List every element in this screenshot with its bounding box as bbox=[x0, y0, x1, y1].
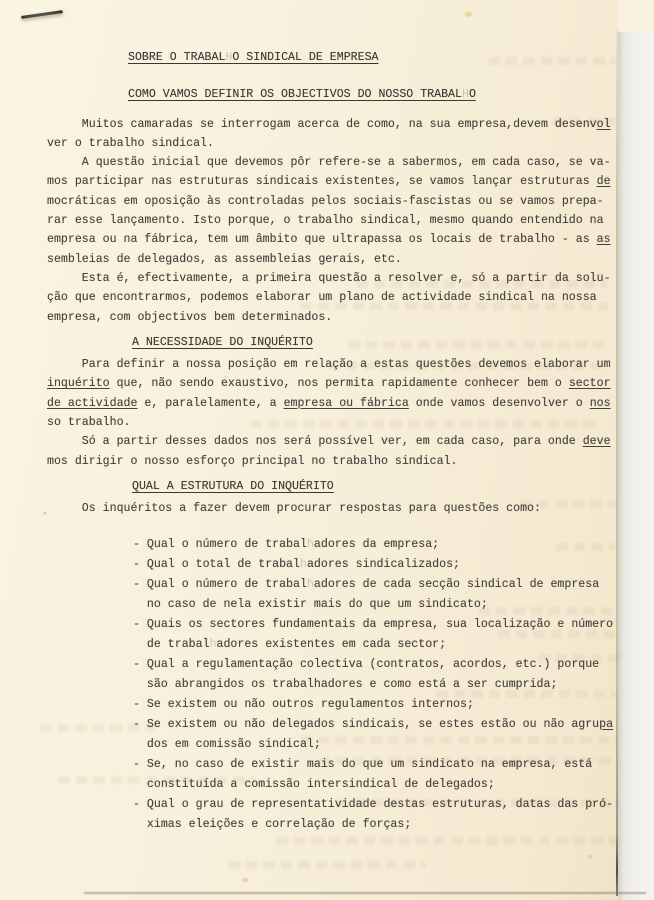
text-line: de actividade e, paralelamente, a empresa ou fábrica onde vamos desenvolver o nos bbox=[47, 396, 611, 410]
text-line: empresa ou na fábrica, tem um âmbito que ultrapassa os locais de trabalho - as as bbox=[47, 233, 611, 247]
text-line: - Qual o grau de representatividade destas estruturas, datas das pró- bbox=[133, 797, 614, 811]
text-line: - Se existem ou não delegados sindicais, se estes estão ou não agrupa bbox=[133, 717, 614, 731]
bleedthrough-ghost-line bbox=[276, 837, 618, 845]
text-line: ção que encontrarmos, podemos elaborar um plano de actividade sindical na nossa bbox=[47, 291, 597, 305]
document-title bbox=[128, 48, 622, 67]
underlined-fragment: sector bbox=[568, 377, 611, 391]
document-content bbox=[47, 48, 622, 835]
text-line: - Qual o número de trabalhadores da empresa; bbox=[133, 537, 440, 551]
bullet-item bbox=[133, 755, 622, 795]
scanner-background-strip bbox=[618, 32, 654, 900]
text-line: A questão inicial que devemos pôr refere-se a sabermos, em cada caso, se va- bbox=[47, 156, 611, 170]
faint-glyph: h bbox=[299, 557, 307, 571]
underlined-fragment: empresa ou fábrica bbox=[283, 396, 409, 410]
text-line: - Qual o total de trabalhadores sindicalizados; bbox=[133, 557, 461, 571]
faint-glyph: h bbox=[306, 537, 314, 551]
bullet-item bbox=[133, 575, 622, 615]
paragraph bbox=[47, 153, 622, 269]
underlined-fragment: deve bbox=[582, 435, 611, 449]
text-line: empresa, com objectivos bem determinados. bbox=[47, 310, 333, 324]
underlined-fragment: nos bbox=[589, 396, 611, 410]
text-line: no caso de nela existir mais do que um sindicato; bbox=[133, 597, 488, 611]
paragraph bbox=[47, 432, 622, 471]
page-bottom-shadow bbox=[84, 892, 646, 894]
underlined-fragment: ol bbox=[596, 117, 611, 131]
text-line: são abrangidos os trabalhadores e como está a ser cumprida; bbox=[133, 677, 558, 691]
paragraph bbox=[47, 355, 622, 432]
underlined-fragment: inquérito bbox=[47, 377, 110, 391]
paper-stain bbox=[243, 878, 248, 882]
underlined-fragment: as bbox=[596, 233, 611, 247]
underlined-fragment: de actividade bbox=[47, 396, 138, 410]
faint-glyph: h bbox=[306, 577, 314, 591]
text-line: Para definir a nossa posição em relação a estas questões devemos elaborar um bbox=[47, 358, 611, 372]
faint-glyph: H bbox=[225, 51, 233, 64]
faint-glyph: H bbox=[461, 88, 469, 102]
document-subtitle bbox=[128, 85, 622, 104]
underlined-fragment: pa bbox=[599, 717, 614, 731]
text-line: A NECESSIDADE DO INQUÉRITO bbox=[132, 335, 313, 349]
section-heading bbox=[132, 477, 622, 496]
paragraph bbox=[47, 115, 622, 154]
bullet-item bbox=[133, 555, 622, 575]
bullet-list bbox=[133, 535, 622, 835]
paper-stain bbox=[44, 512, 46, 514]
text-line: inquérito que, não sendo exaustivo, nos permita rapidamente conhecer bem o sector bbox=[47, 377, 611, 391]
text-line: constituída a comissão intersindical de delegados; bbox=[133, 777, 495, 791]
text-line: ximas eleições e correlação de forças; bbox=[133, 817, 412, 831]
section-heading bbox=[132, 333, 622, 352]
text-line: sembleias de delegados, as assembleias gerais, etc. bbox=[47, 252, 402, 266]
text-line: dos em comissão sindical; bbox=[133, 737, 321, 751]
text-line: QUAL A ESTRUTURA DO INQUÉRITO bbox=[132, 479, 334, 493]
text-line: mos dirigir o nosso esforço principal no trabalho sindical. bbox=[47, 454, 458, 468]
text-line: ver o trabalho sindical. bbox=[47, 136, 214, 150]
text-line: rar esse lançamento. Isto porque, o trabalho sindical, mesmo quando entendido na bbox=[47, 214, 604, 228]
text-line: COMO VAMOS DEFINIR OS OBJECTIVOS DO NOSSO TRABALHO bbox=[128, 88, 476, 102]
text-line: - Quais os sectores fundamentais da empresa, sua localização e número bbox=[133, 617, 614, 631]
text-line: - Qual o número de trabalhadores de cada secção sindical de empresa bbox=[133, 577, 600, 591]
paragraph bbox=[47, 269, 622, 327]
text-line: SOBRE O TRABALHO SINDICAL DE EMPRESA bbox=[128, 51, 379, 64]
text-line: Os inquéritos a fazer devem procurar respostas para questões como: bbox=[47, 502, 541, 516]
text-line: so trabalho. bbox=[47, 416, 131, 430]
paragraph bbox=[47, 499, 622, 518]
text-line: mos participar nas estruturas sindicais existentes, se vamos lançar estruturas de bbox=[47, 175, 611, 189]
text-line: - Se, no caso de existir mais do que um sindicato na empresa, está bbox=[133, 757, 593, 771]
text-line: de trabalhadores existentes em cada sector; bbox=[133, 637, 447, 651]
bullet-item bbox=[133, 715, 622, 755]
bullet-item bbox=[133, 615, 622, 655]
bullet-item bbox=[133, 795, 622, 835]
bullet-item bbox=[133, 535, 622, 555]
faint-glyph: h bbox=[209, 637, 217, 651]
bullet-item bbox=[133, 695, 622, 715]
text-line: Esta é, efectivamente, a primeira questão a resolver e, só a partir da solu- bbox=[47, 271, 611, 285]
text-line: - Se existem ou não outros regulamentos internos; bbox=[133, 697, 474, 711]
paper-stain bbox=[588, 855, 592, 858]
text-line: - Qual a regulamentação colectiva (contratos, acordos, etc.) porque bbox=[133, 657, 600, 671]
bleedthrough-ghost-line bbox=[228, 861, 426, 869]
paper-top-right-corner bbox=[618, 0, 654, 32]
bullet-item bbox=[133, 655, 622, 695]
underlined-fragment: de bbox=[596, 175, 611, 189]
text-line: Só a partir desses dados nos será possível ver, em cada caso, para onde deve bbox=[47, 435, 611, 449]
page-edge-shadow bbox=[616, 30, 618, 896]
text-line: mocráticas em oposição às controladas pelos sociais-fascistas ou se vamos prepa- bbox=[47, 194, 604, 208]
paper-stain bbox=[465, 12, 472, 17]
text-line: Muitos camaradas se interrogam acerca de como, na sua empresa,devem desenvol bbox=[47, 117, 611, 131]
